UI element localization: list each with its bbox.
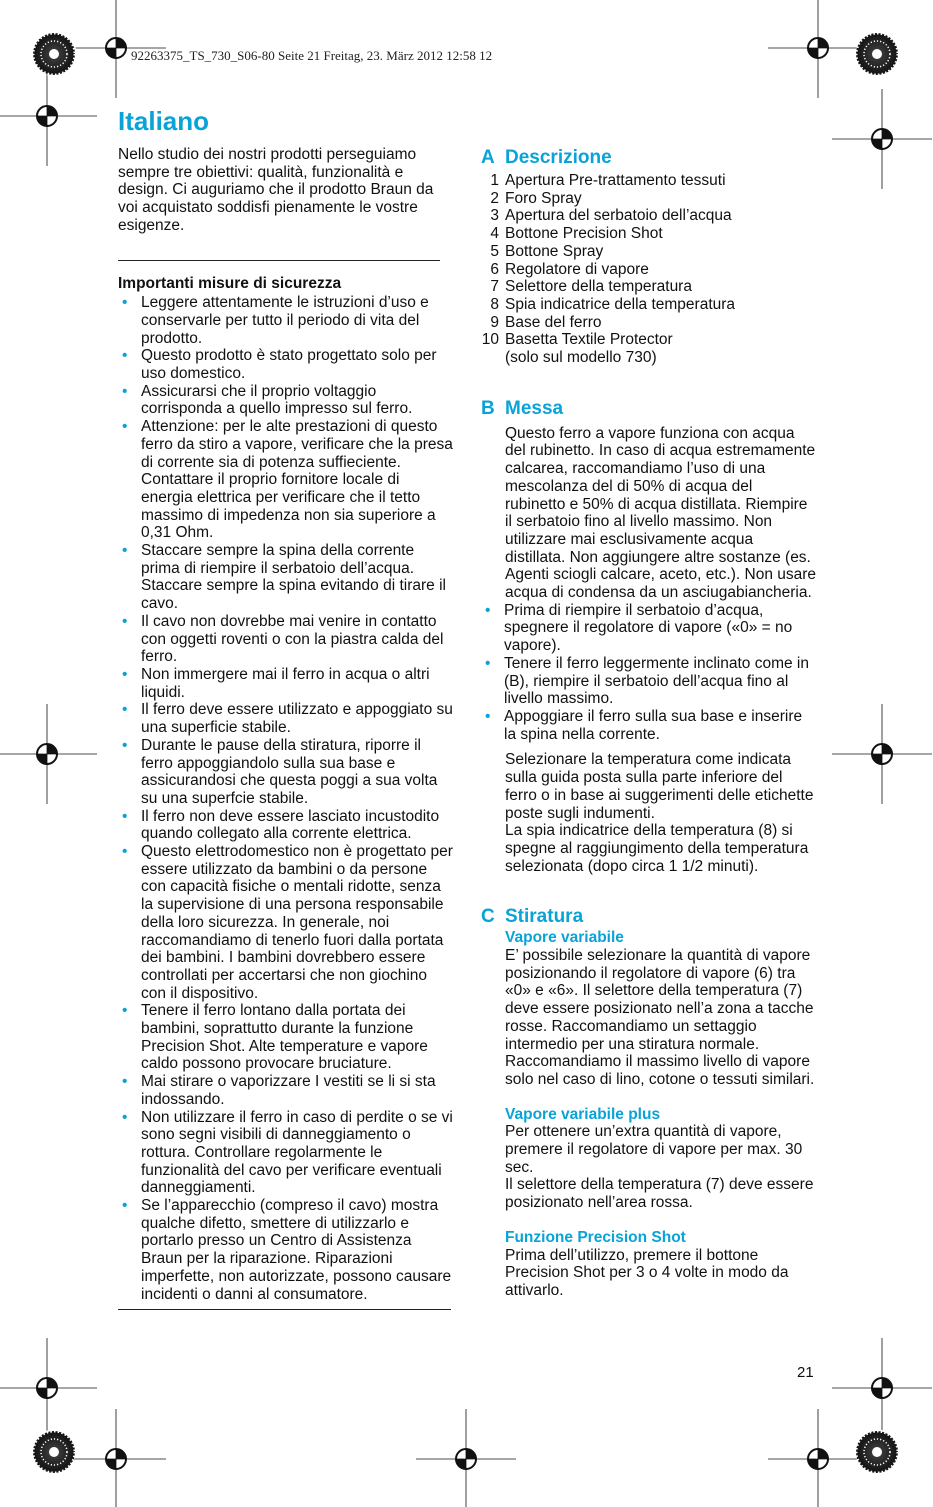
list-item: • Assicurarsi che il proprio voltaggio corrisponda a quello impresso sul ferro. [118, 383, 453, 418]
list-item: • Staccare sempre la spina della corrente prima di riempire il serbatoio dell’acqua. Staccare sempre la spina evitando di tirare il cavo. [118, 542, 453, 613]
subsection-text: Prima dell’utilizzo, premere il bottone Precision Shot per 3 o 4 volte in modo da attivarlo. [505, 1246, 789, 1299]
list-item: • Appoggiare il ferro sulla sua base e inserire la spina nella corrente. [481, 708, 816, 743]
subsection-text: E’ possibile selezionare la quantità di vapore posizionando il regolatore di vapore (6) tra «0» e «6». Il selettore della temperatura (7) deve essere posizionato nell’a zona a tacche rosse. Raccomandiamo un settaggio intermedio per una stiratura normale. Raccomandiamo il massimo livello di vapore solo nel caso di lino, cotone o tessuti similari. [505, 947, 815, 1088]
list-item: • Se l’apparecchio (compreso il cavo) mostra qualche difetto, smettere di utilizzarlo e portarlo presso un Centro di Assistenza Braun per la riparazione. Riparazioni imperfette, non autorizzate, possono causare incidenti o danni al consumatore. [118, 1197, 453, 1303]
list-item: • Mai stirare o vaporizzare I vestiti se li si sta indossando. [118, 1073, 453, 1108]
crosshair-mark-bottom-left [66, 1409, 166, 1507]
part-number: 3 [490, 207, 499, 225]
parts-note: (solo sul modello 730) [505, 349, 657, 367]
section-letter: C [481, 906, 495, 928]
part-label: Selettore della temperatura [505, 278, 692, 296]
list-item: • Prima di riempire il serbatoio d’acqua, spegnere il regolatore di vapore («0» = no vapore). [481, 602, 816, 655]
safety-list [118, 294, 453, 1303]
list-item: • Il ferro non deve essere lasciato incustodito quando collegato alla corrente elettrica. [118, 808, 453, 843]
list-item: • Tenere il ferro leggermente inclinato come in (B), riempire il serbatoio dell’acqua fino al livello massimo. [481, 655, 816, 708]
divider-bottom [118, 1309, 451, 1310]
part-number: 4 [490, 225, 499, 243]
list-item: • Durante le pause della stiratura, riporre il ferro appoggiandolo sulla sua base e assicurandosi che questa poggi a sua volta su una superfcie stabile. [118, 737, 453, 808]
temperature-paragraph: Selezionare la temperatura come indicata sulla guida posta sulla parte inferiore del ferro o in base ai suggerimenti delle etichette poste sugli indumenti. [505, 751, 814, 822]
print-header: 92263375_TS_730_S06-80 Seite 21 Freitag, 23. März 2012 12:58 12 [131, 48, 493, 63]
subsection-text: Per ottenere un’extra quantità di vapore, premere il regolatore di vapore per max. 30 sec. [505, 1123, 803, 1176]
subsection-title: Funzione Precision Shot [505, 1228, 686, 1246]
part-label: Spia indicatrice della temperatura [505, 295, 736, 313]
section-title: Messa [505, 397, 564, 419]
rosette-mark-top-right [856, 33, 898, 75]
list-item [481, 331, 816, 349]
divider [118, 260, 440, 261]
section-letter: B [481, 397, 495, 419]
list-item: • Il cavo non dovrebbe mai venire in contatto con oggetti roventi o con la piastra calda del ferro. [118, 613, 453, 666]
rosette-mark-top-left [33, 33, 75, 75]
section-letter: A [481, 147, 495, 168]
part-label: Apertura del serbatoio dell’acqua [505, 207, 732, 225]
list-item [481, 190, 816, 208]
section-title: Descrizione [505, 147, 612, 168]
part-number: 2 [490, 189, 499, 207]
part-label: Base del ferro [505, 313, 602, 331]
page-title: Italiano [118, 106, 210, 136]
subsection-title: Vapore variabile plus [505, 1105, 661, 1123]
indicator-paragraph: La spia indicatrice della temperatura (8) si spegne al raggiungimento della temperatura selezionata (dopo circa 1 1/2 minuti). [505, 822, 809, 875]
part-label: Bottone Precision Shot [505, 225, 663, 243]
part-label: Bottone Spray [505, 242, 604, 260]
list-item: • Questo prodotto è stato progettato solo per uso domestico. [118, 347, 453, 382]
section-b-heading [481, 397, 816, 421]
crosshair-mark-left-middle [0, 704, 97, 804]
part-number: 5 [490, 242, 499, 260]
list-item [481, 243, 816, 261]
stiratura-content [505, 929, 816, 1299]
section-title: Stiratura [505, 906, 584, 928]
list-item: • Attenzione: per le alte prestazioni di questo ferro da stiro a vapore, verificare che la presa di corrente sia di potenza suffieciente. Contattare il proprio fornitore locale di energia elettrica per verificare che il tetto massimo di impedenza non sia superiore a 0,31 Ohm. [118, 418, 453, 542]
list-item [481, 207, 816, 225]
list-item [481, 278, 816, 296]
list-item: • Non utilizzare il ferro in caso di perdite o se vi sono segni visibili di danneggiamento o rottura. Controllare regolarmente le funzionalità del cavo per verificare eventuali danneggiamenti. [118, 1109, 453, 1198]
section-c-heading [481, 905, 816, 929]
subsection-title: Vapore variabile [505, 929, 624, 947]
messa-paragraph: Questo ferro a vapore funziona con acqua del rubinetto. In caso di acqua estremamente calcarea, raccomandiamo l’uso di una mescolanza del di 50% di acqua del rubinetto e 50% di acqua distillata. Riempire il serbatoio fino al livello massimo. Non utilizzare mai esclusivamente acqua distillata. Non aggiungere altre sostanze (es. Agenti sciogli calcare, aceto, etc.). Non usare acqua di condensa da un asciugabiancheria. [505, 424, 817, 602]
section-a-heading [481, 146, 816, 170]
crosshair-mark-right-middle [832, 704, 932, 804]
intro-paragraph: Nello studio dei nostri prodotti perseguiamo sempre tre obiettivi: qualità, funzionalità e design. Ci auguriamo che il prodotto Braun da voi acquistato soddisfi pienamente le vostre esigenze. [118, 146, 434, 234]
crosshair-mark-right-lower [832, 1338, 932, 1438]
part-number: 9 [490, 313, 499, 331]
part-number: 6 [490, 260, 499, 278]
part-label: Foro Spray [505, 189, 582, 207]
crosshair-mark-right-upper [832, 89, 932, 189]
crosshair-mark-bottom-center [416, 1409, 516, 1507]
crosshair-mark-left-lower [0, 1338, 97, 1438]
part-number: 8 [490, 295, 499, 313]
list-item: • Questo elettrodomestico non è progettato per essere utilizzato da bambini o da persone con capacità fisiche o mentali ridotte, senza la supervisione di una persona responsabile della loro sicurezza. In generale, noi raccomandiamo di tenerlo fuori dalla portata dei bambini. I bambini dovrebbero essere controllati per accertarsi che non giochino con il dispositivo. [118, 843, 453, 1002]
parts-list [481, 172, 816, 349]
list-item [481, 261, 816, 279]
right-column [481, 146, 816, 1300]
subsection-text: Il selettore della temperatura (7) deve essere posizionato nell’area rossa. [505, 1176, 814, 1212]
left-column [118, 146, 453, 1310]
list-item: • Non immergere mai il ferro in acqua o altri liquidi. [118, 666, 453, 701]
part-label: Regolatore di vapore [505, 260, 649, 278]
list-item [481, 172, 816, 190]
list-item: • Il ferro deve essere utilizzato e appoggiato su una superficie stabile. [118, 701, 453, 736]
crosshair-mark-left-upper [0, 66, 97, 166]
crosshair-mark-bottom-right [768, 1409, 868, 1507]
list-item: • Leggere attentamente le istruzioni d’uso e conservarle per tutto il periodo di vita del prodotto. [118, 294, 453, 347]
messa-list [481, 602, 816, 744]
safety-heading: Importanti misure di sicurezza [118, 274, 342, 292]
rosette-mark-bottom-left [33, 1431, 75, 1473]
part-number: 7 [490, 278, 499, 296]
page-number: 21 [797, 1364, 814, 1381]
part-number: 10 [481, 331, 499, 349]
part-number: 1 [490, 172, 499, 189]
list-item [481, 296, 816, 314]
list-item [481, 314, 816, 332]
crosshair-mark-top-right [768, 0, 868, 98]
list-item [481, 225, 816, 243]
rosette-mark-bottom-right [856, 1431, 898, 1473]
part-label: Basetta Textile Protector [505, 331, 673, 349]
part-label: Apertura Pre-trattamento tessuti [505, 172, 726, 189]
list-item: • Tenere il ferro lontano dalla portata dei bambini, soprattutto durante la funzione Precision Shot. Alte temperature e vapore caldo possono provocare bruciature. [118, 1002, 453, 1073]
